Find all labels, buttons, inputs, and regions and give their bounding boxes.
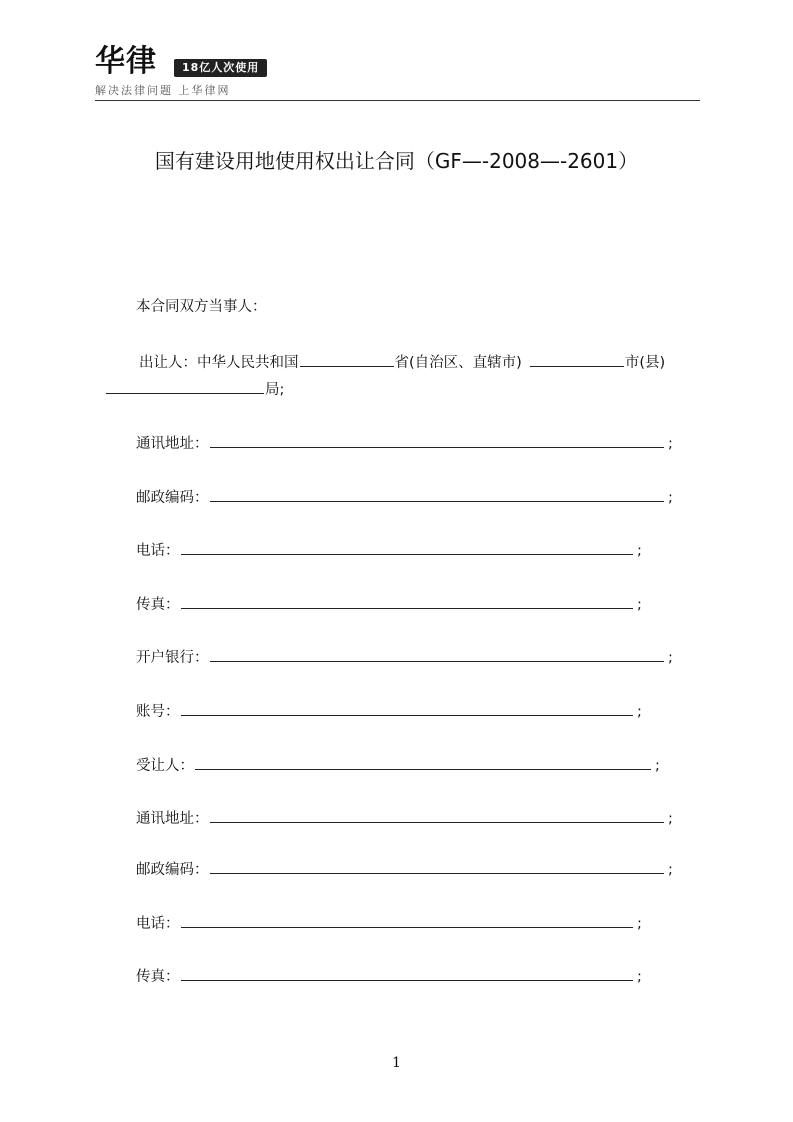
- grantor-prefix: 出让人：中华人民共和国: [139, 355, 299, 371]
- field-label: 受让人：: [136, 758, 194, 774]
- account-blank[interactable]: [181, 700, 634, 716]
- field-label: 通讯地址：: [136, 436, 209, 452]
- phone-blank[interactable]: [181, 539, 634, 555]
- city-label: 市(县): [624, 355, 666, 371]
- field-label: 通讯地址：: [136, 811, 209, 827]
- page-header: [95, 44, 700, 102]
- header-slogan: 解决法律问题 上华律网: [95, 84, 231, 97]
- grantee-postcode-blank[interactable]: [210, 858, 665, 874]
- brand-logo: 华律: [95, 44, 157, 79]
- field-row: 开户银行： ;: [136, 646, 673, 668]
- header-divider: [95, 100, 700, 101]
- fax-blank[interactable]: [181, 593, 634, 609]
- postcode-blank[interactable]: [210, 486, 665, 502]
- address-blank[interactable]: [210, 432, 665, 448]
- field-label: 开户银行：: [136, 650, 209, 666]
- page-number: 1: [392, 1055, 401, 1071]
- bureau-label: 局;: [265, 382, 285, 398]
- field-row: 邮政编码： ;: [136, 858, 673, 880]
- field-label: 邮政编码：: [136, 862, 209, 878]
- grantee-blank[interactable]: [195, 754, 651, 770]
- field-row: 电话： ;: [136, 539, 642, 561]
- grantee-phone-blank[interactable]: [181, 912, 634, 928]
- field-label: 账号：: [136, 704, 180, 720]
- bank-blank[interactable]: [210, 646, 665, 662]
- city-blank[interactable]: [530, 351, 624, 367]
- bureau-line: [105, 378, 284, 400]
- field-row: 传真： ;: [136, 965, 642, 987]
- bureau-blank[interactable]: [106, 378, 264, 394]
- field-row: 电话： ;: [136, 912, 642, 934]
- field-row: 传真： ;: [136, 593, 642, 615]
- field-label: 传真：: [136, 969, 180, 985]
- grantee-fax-blank[interactable]: [181, 965, 634, 981]
- field-row: 邮政编码： ;: [136, 486, 673, 508]
- field-label: 电话：: [136, 916, 180, 932]
- field-label: 电话：: [136, 543, 180, 559]
- field-row: 通讯地址： ;: [136, 432, 673, 454]
- document-title: 国有建设用地使用权出让合同（GF—-2008—-2601）: [154, 149, 639, 173]
- field-label: 邮政编码：: [136, 490, 209, 506]
- field-row: 账号： ;: [136, 700, 642, 722]
- province-blank[interactable]: [300, 351, 394, 367]
- field-row: 通讯地址： ;: [136, 807, 673, 829]
- grantee-address-blank[interactable]: [210, 807, 665, 823]
- usage-badge: 18亿人次使用: [174, 59, 267, 77]
- field-label: 传真：: [136, 597, 180, 613]
- province-label: 省(自治区、直辖市): [394, 355, 522, 371]
- intro-text: 本合同双方当事人：: [136, 299, 267, 315]
- field-row: 受让人： ;: [136, 754, 660, 776]
- grantor-line: [139, 351, 665, 373]
